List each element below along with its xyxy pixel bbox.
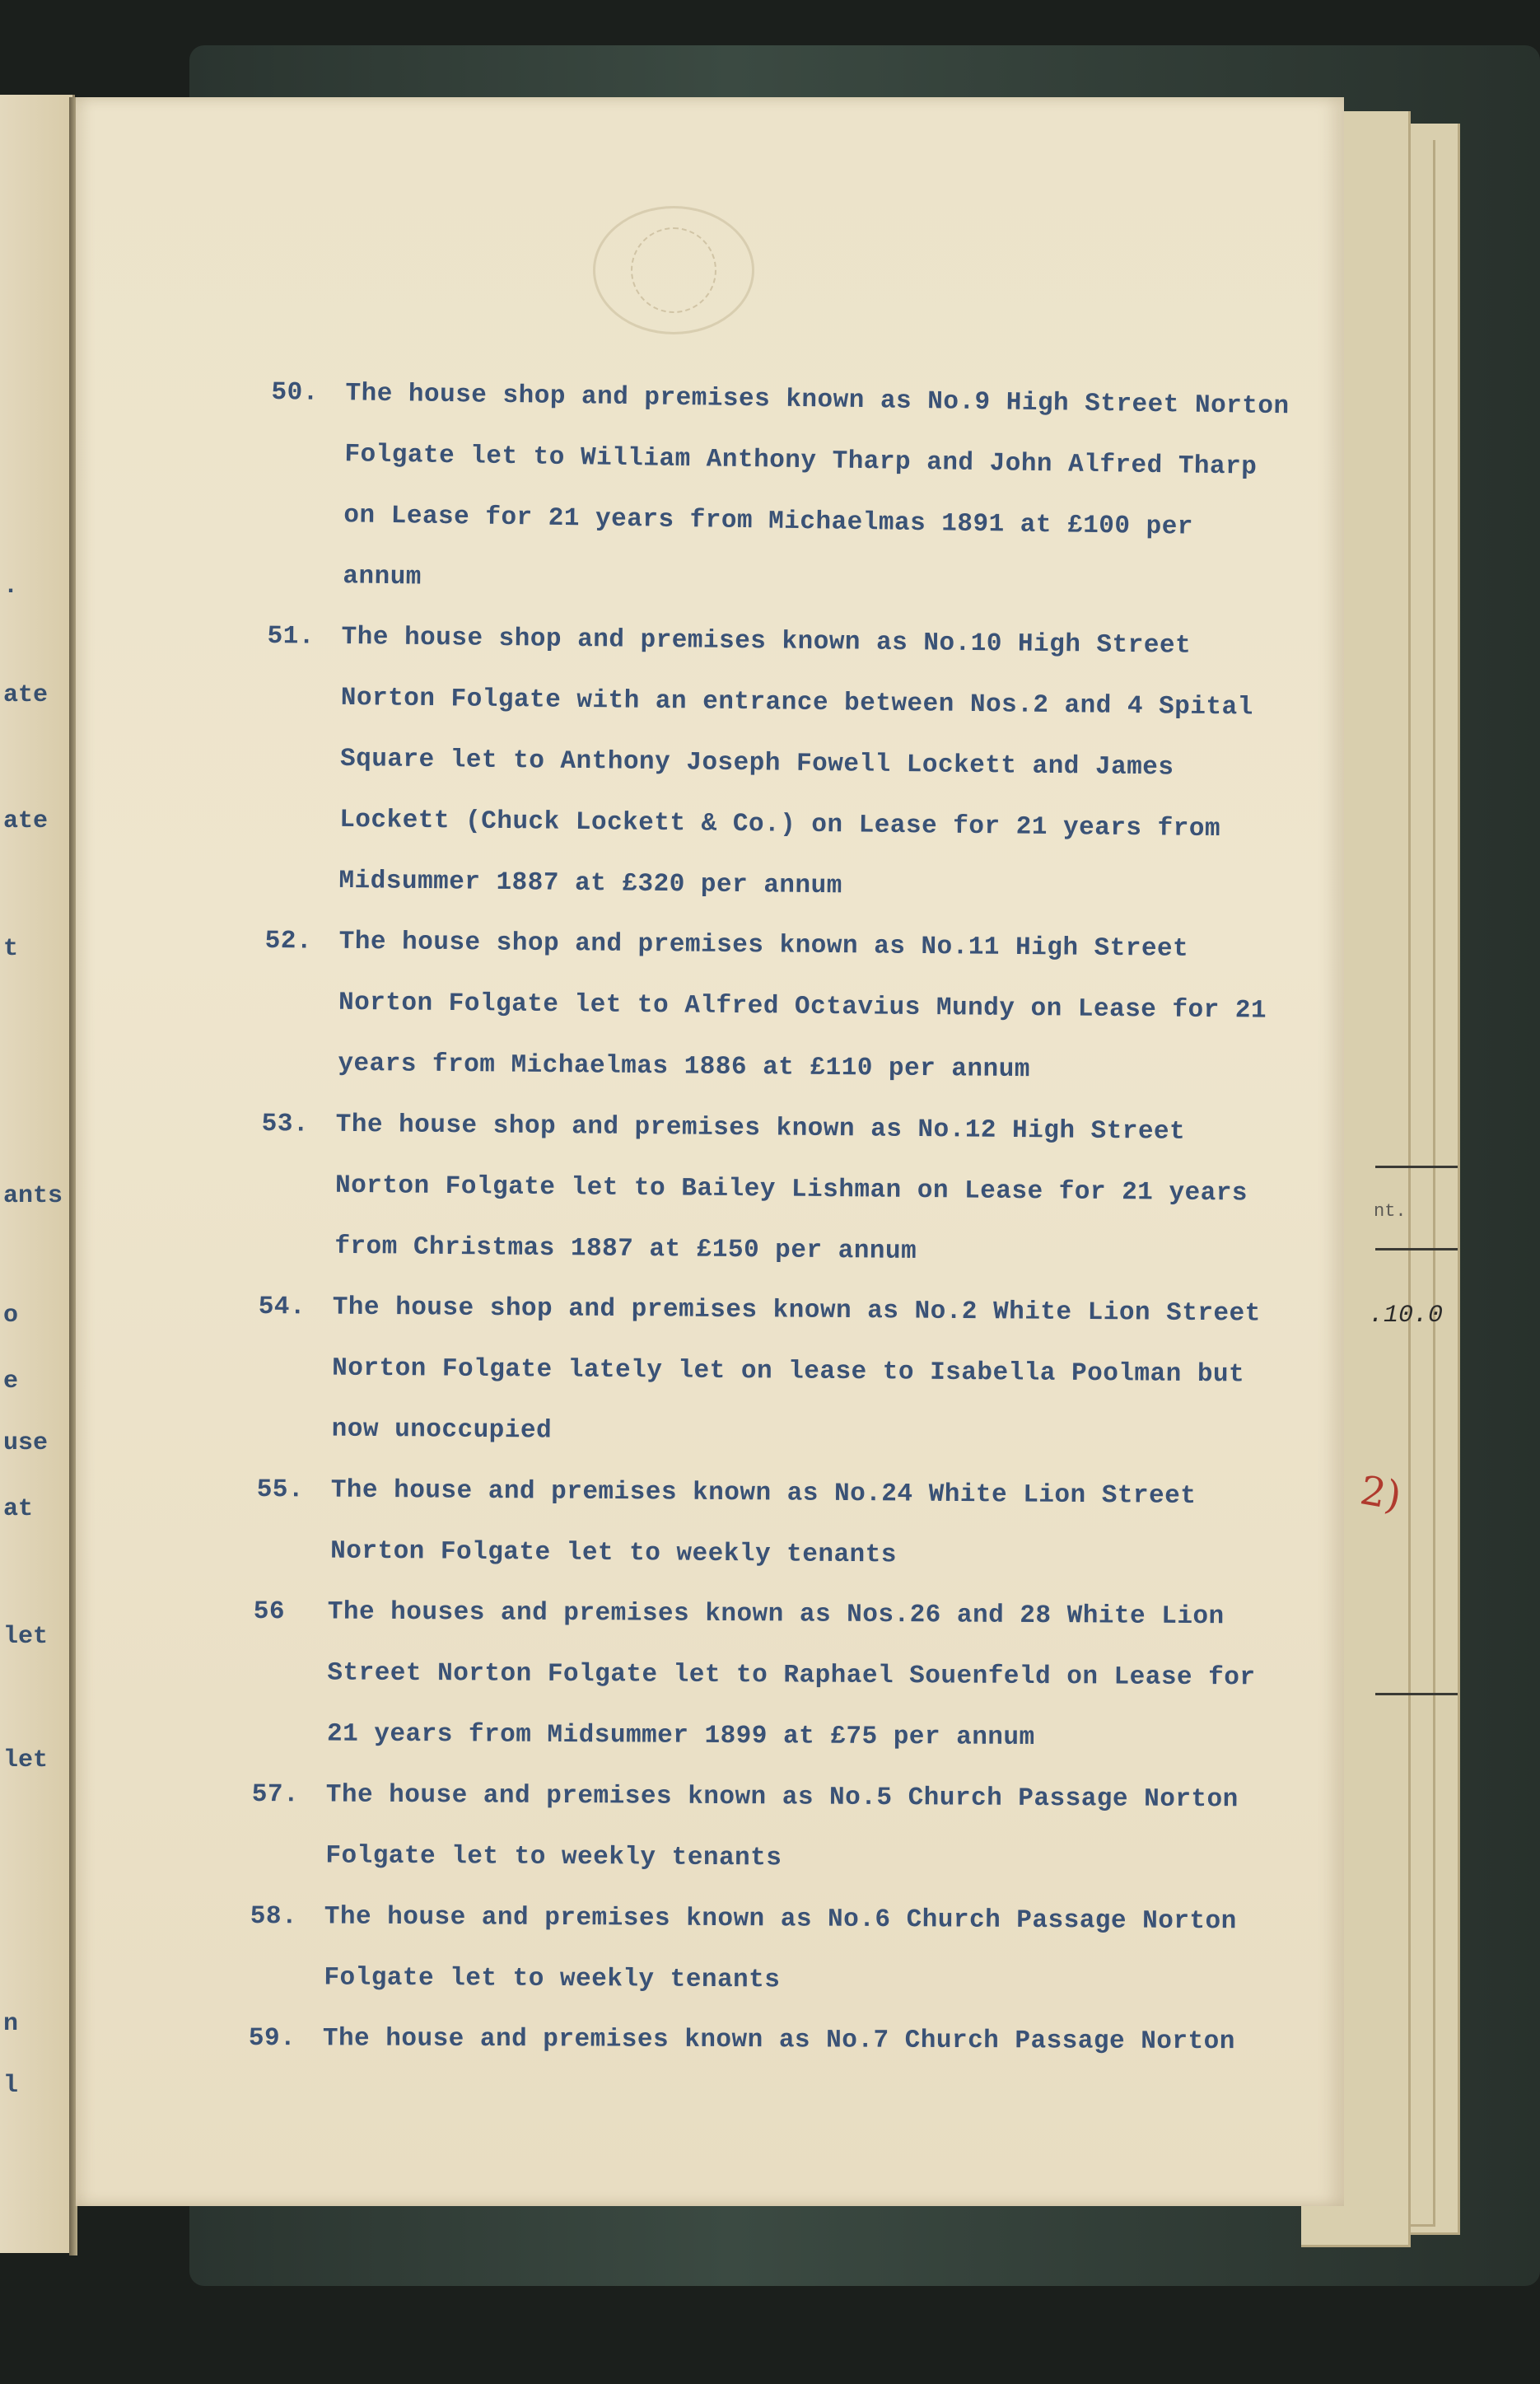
- item-text-line: on Lease for 21 years from Michaelmas 1891 at £100 per: [343, 501, 1194, 542]
- item-number: 57.: [251, 1779, 300, 1810]
- embossed-seal: [593, 206, 754, 334]
- lease-item: [268, 362, 1359, 621]
- item-number: 51.: [267, 621, 315, 652]
- red-ink-annotation: 2): [1356, 1467, 1405, 1520]
- item-number: 50.: [271, 377, 320, 408]
- item-number: 55.: [256, 1475, 305, 1505]
- lease-item: [253, 1582, 1341, 1770]
- left-page-fragment: ate: [3, 807, 49, 835]
- item-text-line: The house shop and premises known as No.2 White Lion Street: [332, 1293, 1261, 1329]
- item-text-line: from Christmas 1887 at £150 per annum: [334, 1232, 917, 1266]
- lease-item: [264, 606, 1355, 923]
- lease-item: [250, 1886, 1337, 2014]
- lease-item: [264, 911, 1352, 1104]
- item-text-line: 21 years from Midsummer 1899 at £75 per annum: [326, 1719, 1035, 1752]
- item-text-line: The house shop and premises known as No.9 High Street Norton: [345, 379, 1290, 422]
- item-number: 58.: [250, 1901, 298, 1932]
- item-text-line: The house shop and premises known as No.11 High Street: [338, 927, 1189, 964]
- item-text-line: Norton Folgate lately let on lease to Isabella Poolman but: [332, 1353, 1245, 1390]
- item-text-line: Lockett (Chuck Lockett & Co.) on Lease for 21 years from: [339, 805, 1221, 844]
- lease-item: [256, 1460, 1344, 1589]
- item-text-line: Folgate let to weekly tenants: [324, 1963, 781, 1995]
- margin-rule: [1375, 1248, 1458, 1250]
- left-page-fragment: l: [3, 2072, 19, 2100]
- left-page-fragment: t: [3, 935, 19, 963]
- item-text-line: The house shop and premises known as No.10 High Street: [341, 622, 1192, 661]
- left-page-fragment: ate: [3, 681, 49, 709]
- item-text-line: The house and premises known as No.7 Church Passage Norton: [322, 2024, 1235, 2057]
- left-page-fragment: at: [3, 1495, 34, 1523]
- item-text-line: Midsummer 1887 at £320 per annum: [338, 866, 842, 901]
- item-text-line: The house and premises known as No.5 Church Passage Norton: [325, 1780, 1239, 1815]
- item-text-line: The house shop and premises known as No.12 High Street: [335, 1110, 1186, 1147]
- left-page-fragment: n: [3, 2010, 19, 2038]
- lease-item: [251, 1765, 1339, 1892]
- left-page-fragment: use: [3, 1429, 49, 1457]
- item-text-line: The house and premises known as No.24 White Lion Street: [330, 1475, 1197, 1511]
- item-text-line: Norton Folgate let to Bailey Lishman on Lease for 21 years: [334, 1171, 1248, 1208]
- item-text-line: The house and premises known as No.6 Church Passage Norton: [324, 1902, 1237, 1937]
- left-page-fragment: e: [3, 1367, 19, 1395]
- left-page-fragment: o: [3, 1302, 19, 1330]
- item-text-line: annum: [343, 562, 422, 592]
- left-page: [0, 95, 75, 2253]
- seal-crest-icon: [631, 227, 716, 313]
- item-text-line: years from Michaelmas 1886 at £110 per annum: [338, 1049, 1031, 1085]
- left-page-fragment: let: [3, 1623, 49, 1651]
- margin-rule: [1375, 1166, 1458, 1168]
- left-page-fragment: ants: [3, 1182, 63, 1210]
- margin-amount: .10.0: [1369, 1302, 1444, 1330]
- item-number: 53.: [261, 1109, 310, 1139]
- item-number: 52.: [264, 926, 313, 956]
- left-page-fragment: let: [3, 1746, 49, 1774]
- item-text-line: Norton Folgate let to weekly tenants: [330, 1536, 898, 1570]
- lease-item: [257, 1277, 1346, 1467]
- lease-item: [260, 1094, 1349, 1287]
- item-number: 56: [253, 1596, 286, 1627]
- lease-item: [249, 2008, 1336, 2073]
- item-text-line: now unoccupied: [331, 1414, 553, 1446]
- margin-column-label: nt.: [1374, 1201, 1407, 1222]
- item-text-line: Street Norton Folgate let to Raphael Souenfeld on Lease for: [327, 1658, 1256, 1693]
- margin-rule: [1375, 1693, 1458, 1695]
- item-number: 54.: [258, 1292, 306, 1322]
- left-page-fragment: .: [3, 573, 19, 601]
- item-text-line: Folgate let to weekly tenants: [325, 1841, 782, 1873]
- lease-schedule: [248, 362, 1359, 2069]
- item-text-line: Norton Folgate with an entrance between Nos.2 and 4 Spital: [340, 683, 1253, 722]
- item-text-line: Square let to Anthony Joseph Fowell Lockett and James: [339, 744, 1174, 783]
- item-number: 59.: [248, 2024, 296, 2054]
- item-text-line: Folgate let to William Anthony Tharp and John Alfred Tharp: [344, 440, 1258, 482]
- item-text-line: Norton Folgate let to Alfred Octavius Mundy on Lease for 21: [338, 988, 1267, 1026]
- item-text-line: The houses and premises known as Nos.26 and 28 White Lion: [327, 1597, 1225, 1632]
